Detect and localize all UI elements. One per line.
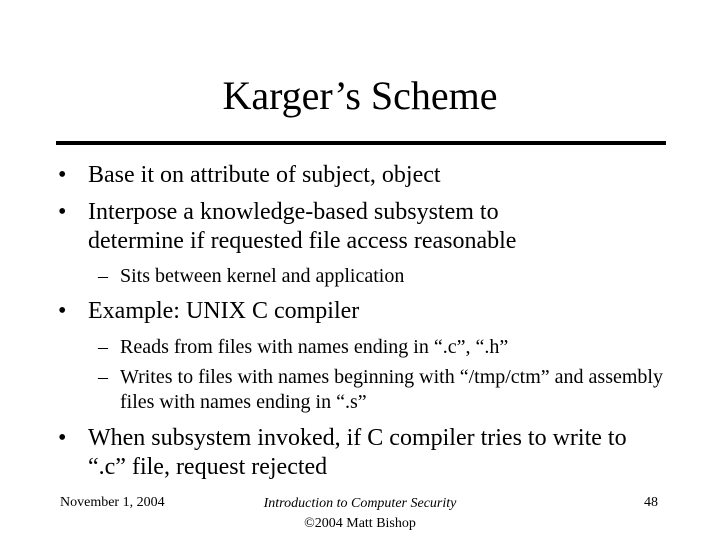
bullet-marker: • [58, 425, 67, 451]
bullet-item [58, 198, 598, 256]
bullet-marker: • [58, 199, 67, 225]
bullet-item [58, 161, 658, 190]
slide-title: Karger’s Scheme [222, 73, 498, 118]
bullet-text: Example: UNIX C compiler [88, 298, 360, 324]
footer-date: November 1, 2004 [60, 495, 165, 510]
footer-copyright: ©2004 Matt Bishop [304, 516, 416, 531]
bullet-text: When subsystem invoked, if C compiler tries to write to “.c” file, request rejected [88, 425, 627, 480]
bullet-item [58, 424, 638, 482]
title-underline [56, 141, 666, 145]
bullet-marker: • [58, 162, 67, 188]
sub-bullet-item [98, 264, 658, 289]
sub-bullet-item [98, 365, 673, 415]
footer-course-title: Introduction to Computer Security [263, 496, 457, 511]
bullet-text: Interpose a knowledge-based subsystem to determine if requested file access reasonable [88, 199, 517, 254]
sub-bullet-marker: – [98, 265, 108, 287]
sub-bullet-item [98, 335, 668, 360]
sub-bullet-marker: – [98, 366, 108, 388]
bullet-item [58, 297, 658, 326]
sub-bullet-marker: – [98, 336, 108, 358]
sub-bullet-text: Writes to files with names beginning with “/tmp/ctm” and assembly files with names ending in “.s” [120, 366, 663, 413]
bullet-marker: • [58, 298, 67, 324]
footer-course-info [210, 494, 510, 534]
bullet-text: Base it on attribute of subject, object [88, 162, 441, 188]
page-number: 48 [644, 495, 658, 510]
sub-bullet-text: Reads from files with names ending in “.c”, “.h” [120, 336, 509, 358]
sub-bullet-text: Sits between kernel and application [120, 265, 405, 287]
